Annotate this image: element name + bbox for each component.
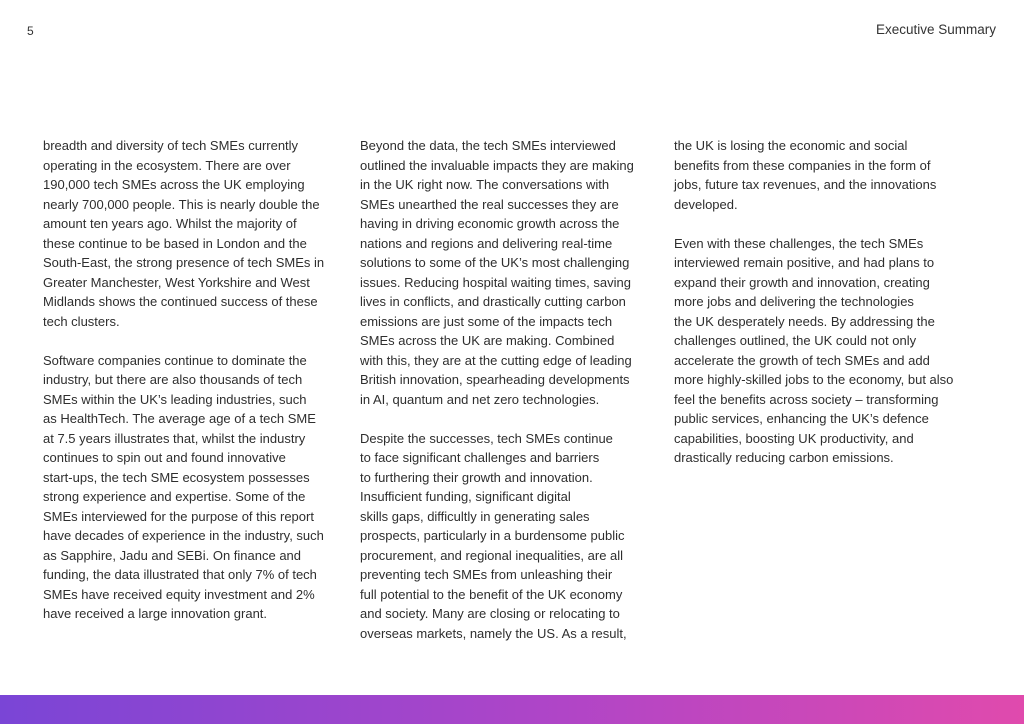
paragraph: Software companies continue to dominate the industry, but there are also thousands of tech SMEs within the UK’s leading industries, such as HealthTech. The average age of a tech SME at 7.5 years illustrates that, whilst the industry continues to spin out and found innovative start-ups, the tech SME ecosystem possesses strong experience and expertise. Some of the SMEs interviewed for the purpose of this report have decades of experience in the industry, such as Sapphire, Jadu and SEBi. On finance and funding, the data illustrated that only 7% of tech SMEs have received equity investment and 2% have received a large innovation grant.: [43, 352, 324, 621]
page-number: 5: [27, 24, 34, 38]
paragraph: breadth and diversity of tech SMEs currently operating in the ecosystem. There are over 190,000 tech SMEs across the UK employing nearly 700,000 people. This is nearly double the amount ten years ago. Whilst the majority of these continue to be based in London and the South-East, the strong presence of tech SMEs in Greater Manchester, West Yorkshire and West Midlands shows the continued success of these tech clusters.: [43, 138, 325, 329]
paragraph: Beyond the data, the tech SMEs interviewed outlined the invaluable impacts they are making in the UK right now. The conversations with SMEs unearthed the real successes they are having in driving economic growth across the nations and regions and delivering real-time solutions to some of the UK’s most challenging issues. Reducing hospital waiting times, saving lives in conflicts, and drastically cutting carbon emissions are just some of the impacts tech SMEs across the UK are making. Combined with this, they are at the cutting edge of leading British innovation, spearheading developments in AI, quantum and net zero technologies.: [360, 138, 634, 407]
text-column-2: [360, 136, 648, 663]
paragraph: the UK is losing the economic and social benefits from these companies in the form of jobs, future tax revenues, and the innovations developed.: [674, 138, 937, 212]
section-title: Executive Summary: [875, 22, 996, 37]
text-column-1: [43, 136, 335, 643]
footer-gradient-bar: [0, 695, 1024, 724]
paragraph: Even with these challenges, the tech SMEs interviewed remain positive, and had plans to expand their growth and innovation, creating more jobs and delivering the technologies the UK desperately needs. By addressing the challenges outlined, the UK could not only accelerate the growth of tech SMEs and add more highly-skilled jobs to the economy, but also feel the benefits across society – transforming public services, enhancing the UK’s defence capabilities, boosting UK productivity, and drastically reducing carbon emissions.: [674, 235, 954, 465]
text-column-3: [674, 136, 970, 487]
paragraph: Despite the successes, tech SMEs continue to face significant challenges and barriers to furthering their growth and innovation. Insufficient funding, significant digital skills gaps, difficultly in generating sales prospects, particularly in a burdensome public procurement, and regional inequalities, are all preventing tech SMEs from unleashing their full potential to the benefit of the UK economy and society. Many are closing or relocating to overseas markets, namely the US. As a result,: [360, 430, 627, 641]
